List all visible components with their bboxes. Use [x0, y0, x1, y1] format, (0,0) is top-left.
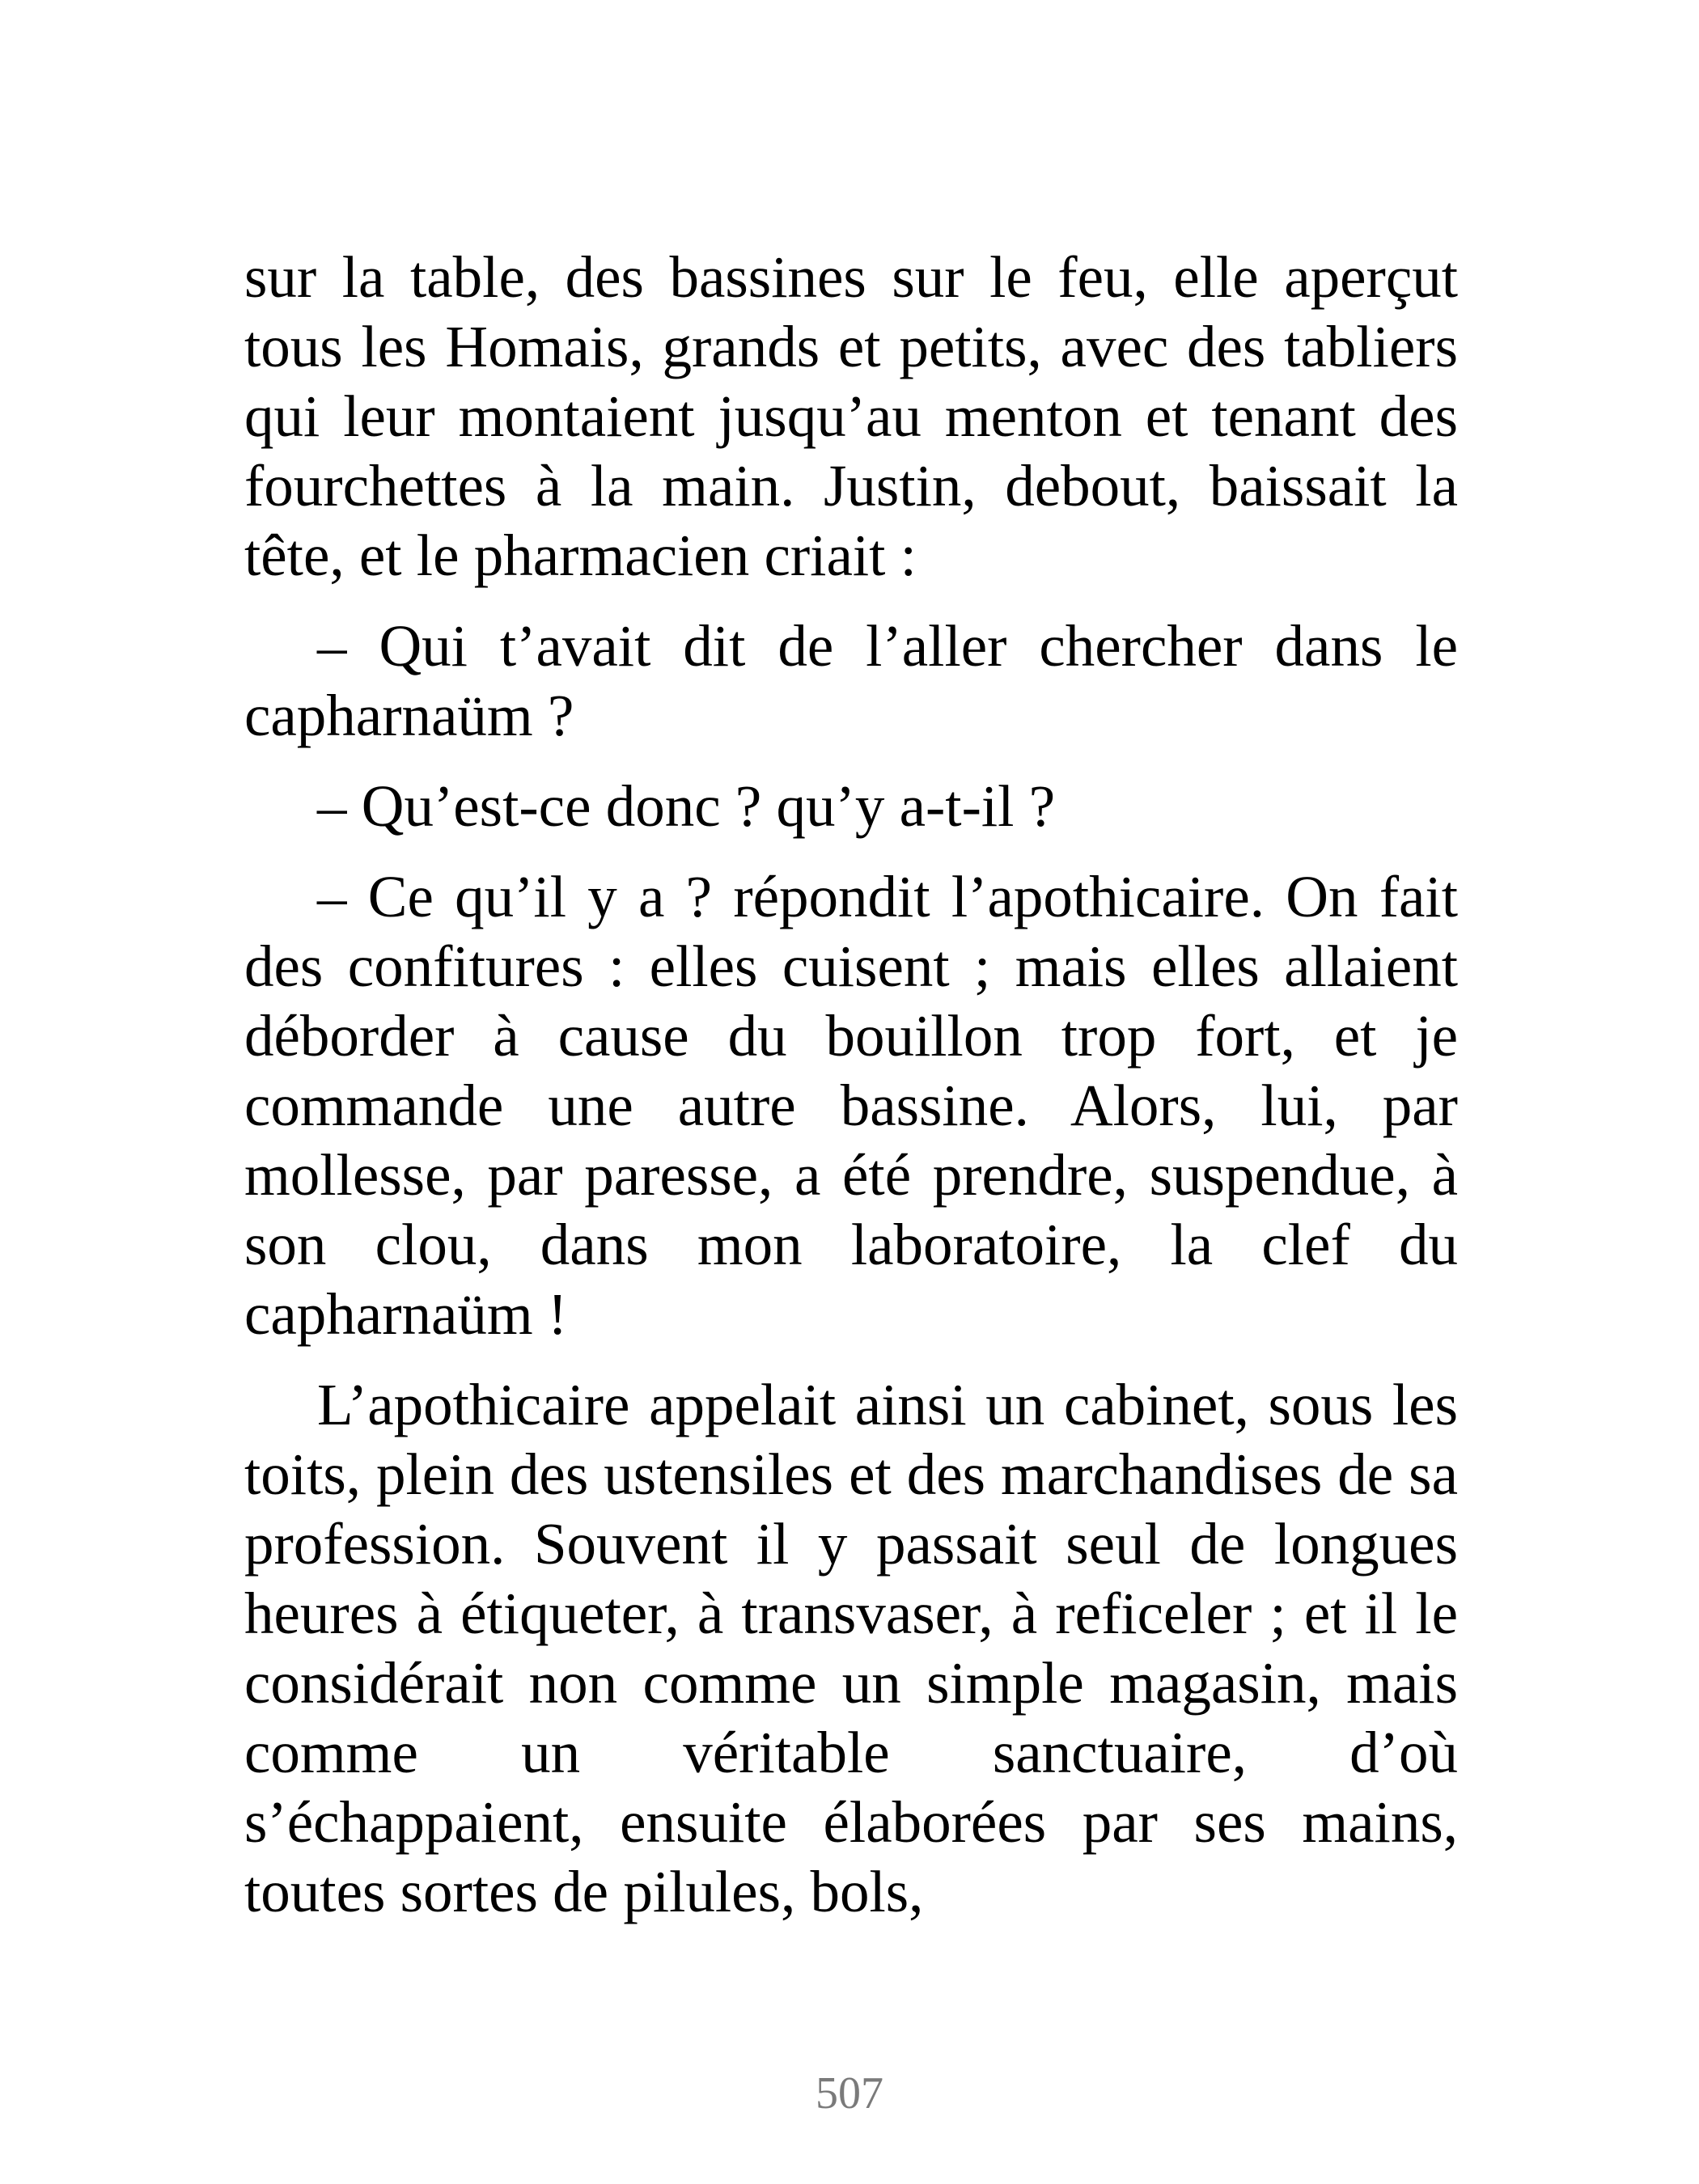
body-text	[244, 243, 1458, 1948]
paragraph-dialogue-2: – Qu’est-ce donc ? qu’y a-t-il ?	[317, 773, 1056, 839]
paragraph-dialogue-3: – Ce qu’il y a ? répondit l’apothicaire. On fait des confitures : elles cuisent ; mais elles allaient déborder à cause du bouillon trop fort, et je commande une autre bassine. Alors, lui, par mollesse, par paresse, a été prendre, suspendue, à son clou, dans mon laboratoire, la clef du capharnaüm !	[244, 864, 1458, 1347]
page-number: 507	[816, 2068, 883, 2118]
paragraph-narration: L’apothicaire appelait ainsi un cabinet, sous les toits, plein des ustensiles et des marchandises de sa profession. Souvent il y passait seul de longues heures à étiqueter, à transvaser, à reficeler ; et il le considérait non comme un simple magasin, mais comme un véritable sanctuaire, d’où s’échappaient, ensuite élaborées par ses mains, toutes sortes de pilules, bols,	[244, 1372, 1458, 1924]
paragraph-continuation: sur la table, des bassines sur le feu, elle aperçut tous les Homais, grands et petits, avec des tabliers qui leur montaient jusqu’au menton et tenant des fourchettes à la main. Justin, debout, baissait la tête, et le pharmacien criait :	[244, 244, 1458, 588]
paragraph-dialogue-1: – Qui t’avait dit de l’aller chercher dans le capharnaüm ?	[244, 613, 1458, 748]
